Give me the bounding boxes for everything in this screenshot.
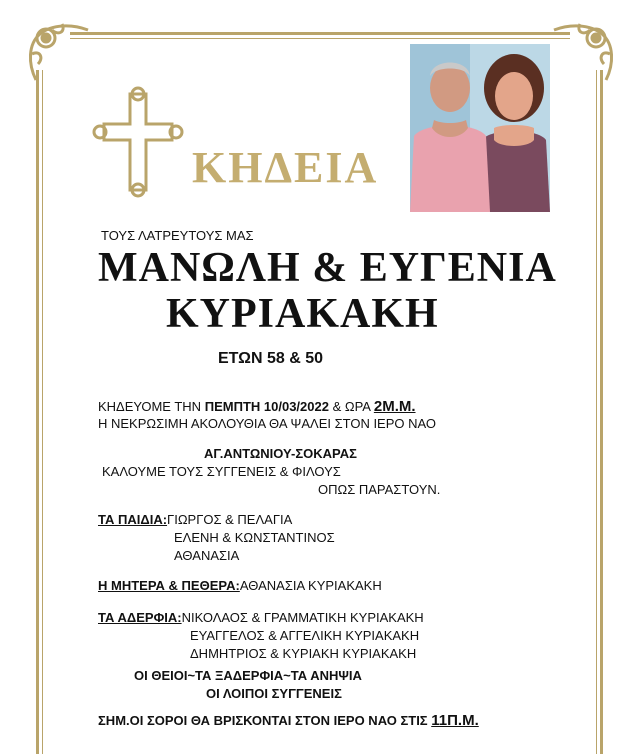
note-line [98,712,479,729]
frame-top-line [70,32,570,35]
children-line [98,512,292,527]
relatives-line-1: ΟΙ ΘΕΙΟΙ~ΤΑ ΞΑΔΕΡΦΙΑ~ΤΑ ΑΝΗΨΙΑ [134,668,362,683]
deceased-surname: ΚΥΡΙΑΚΑΚΗ [166,291,439,337]
frame-right-line [600,70,603,754]
note-time: 11Π.Μ. [431,712,479,729]
frame-left-line-inner [42,70,43,754]
siblings-label: ΤΑ ΑΔΕΡΦΙΑ: [98,610,182,625]
siblings-line [98,610,424,625]
invite-line-2: ΟΠΩΣ ΠΑΡΑΣΤΟΥΝ. [318,482,441,497]
relatives-line-2: ΟΙ ΛΟΙΠΟΙ ΣΥΓΓΕΝΕΙΣ [206,686,342,701]
mother-line [98,578,382,593]
funeral-mid: & ΩΡΑ [328,399,374,414]
funeral-time: 2Μ.Μ. [373,398,416,415]
siblings-3: ΔΗΜΗΤΡΙΟΣ & ΚΥΡΙΑΚΗ ΚΥΡΙΑΚΑΚΗ [190,646,417,661]
note-prefix: ΣΗΜ. [98,713,130,728]
siblings-2: ΕΥΑΓΓΕΛΟΣ & ΑΓΓΕΛΙΚΗ ΚΥΡΙΑΚΑΚΗ [190,628,420,643]
couple-photo [410,44,550,212]
frame-left-line [36,70,39,754]
funeral-date: ΠΕΜΠΤΗ 10/03/2022 [204,399,329,414]
note-text: ΟΙ ΣΟΡΟΙ ΘΑ ΒΡΙΣΚΟΝΤΑΙ ΣΤΟΝ ΙΕΡΟ ΝΑΟ ΣΤΙΣ [129,713,432,728]
page-title: ΚΗΔΕΙΑ [192,143,379,192]
deceased-names: ΜΑΝΩΛΗ & ΕΥΓΕΝΙΑ [98,245,557,291]
orthodox-cross-icon [92,86,184,198]
church-name: ΑΓ.ΑΝΤΩΝΙΟΥ-ΣΟΚΑΡΑΣ [204,446,357,461]
service-line: Η ΝΕΚΡΩΣΙΜΗ ΑΚΟΛΟΥΘΙΑ ΘΑ ΨΑΛΕΙ ΣΤΟΝ ΙΕΡΟ ΝΑΟ [98,416,437,431]
mother-name: ΑΘΑΝΑΣΙΑ ΚΥΡΙΑΚΑΚΗ [239,578,382,593]
children-3: ΑΘΑΝΑΣΙΑ [174,548,240,563]
funeral-line [98,398,416,415]
corner-ornament-left-icon [22,14,102,94]
intro-text: ΤΟΥΣ ΛΑΤΡΕΥΤΟΥΣ ΜΑΣ [101,228,254,243]
invite-line-1: ΚΑΛΟΥΜΕ ΤΟΥΣ ΣΥΓΓΕΝΕΙΣ & ΦΙΛΟΥΣ [102,464,341,479]
children-label: ΤΑ ΠΑΙΔΙΑ: [98,512,168,527]
frame-right-line-inner [596,70,597,754]
funeral-prefix: ΚΗΔΕΥΟΜΕ ΤΗΝ [98,399,205,414]
ages-text: ΕΤΩΝ 58 & 50 [218,350,324,367]
children-1: ΓΙΩΡΓΟΣ & ΠΕΛΑΓΙΑ [167,512,293,527]
children-2: ΕΛΕΝΗ & ΚΩΝΣΤΑΝΤΙΝΟΣ [174,530,335,545]
siblings-1: ΝΙΚΟΛΑΟΣ & ΓΡΑΜΜΑΤΙΚΗ ΚΥΡΙΑΚΑΚΗ [181,610,424,625]
frame-top-line-inner [70,38,570,39]
mother-label: Η ΜΗΤΕΡΑ & ΠΕΘΕΡΑ: [98,578,240,593]
corner-ornament-right-icon [540,14,620,94]
